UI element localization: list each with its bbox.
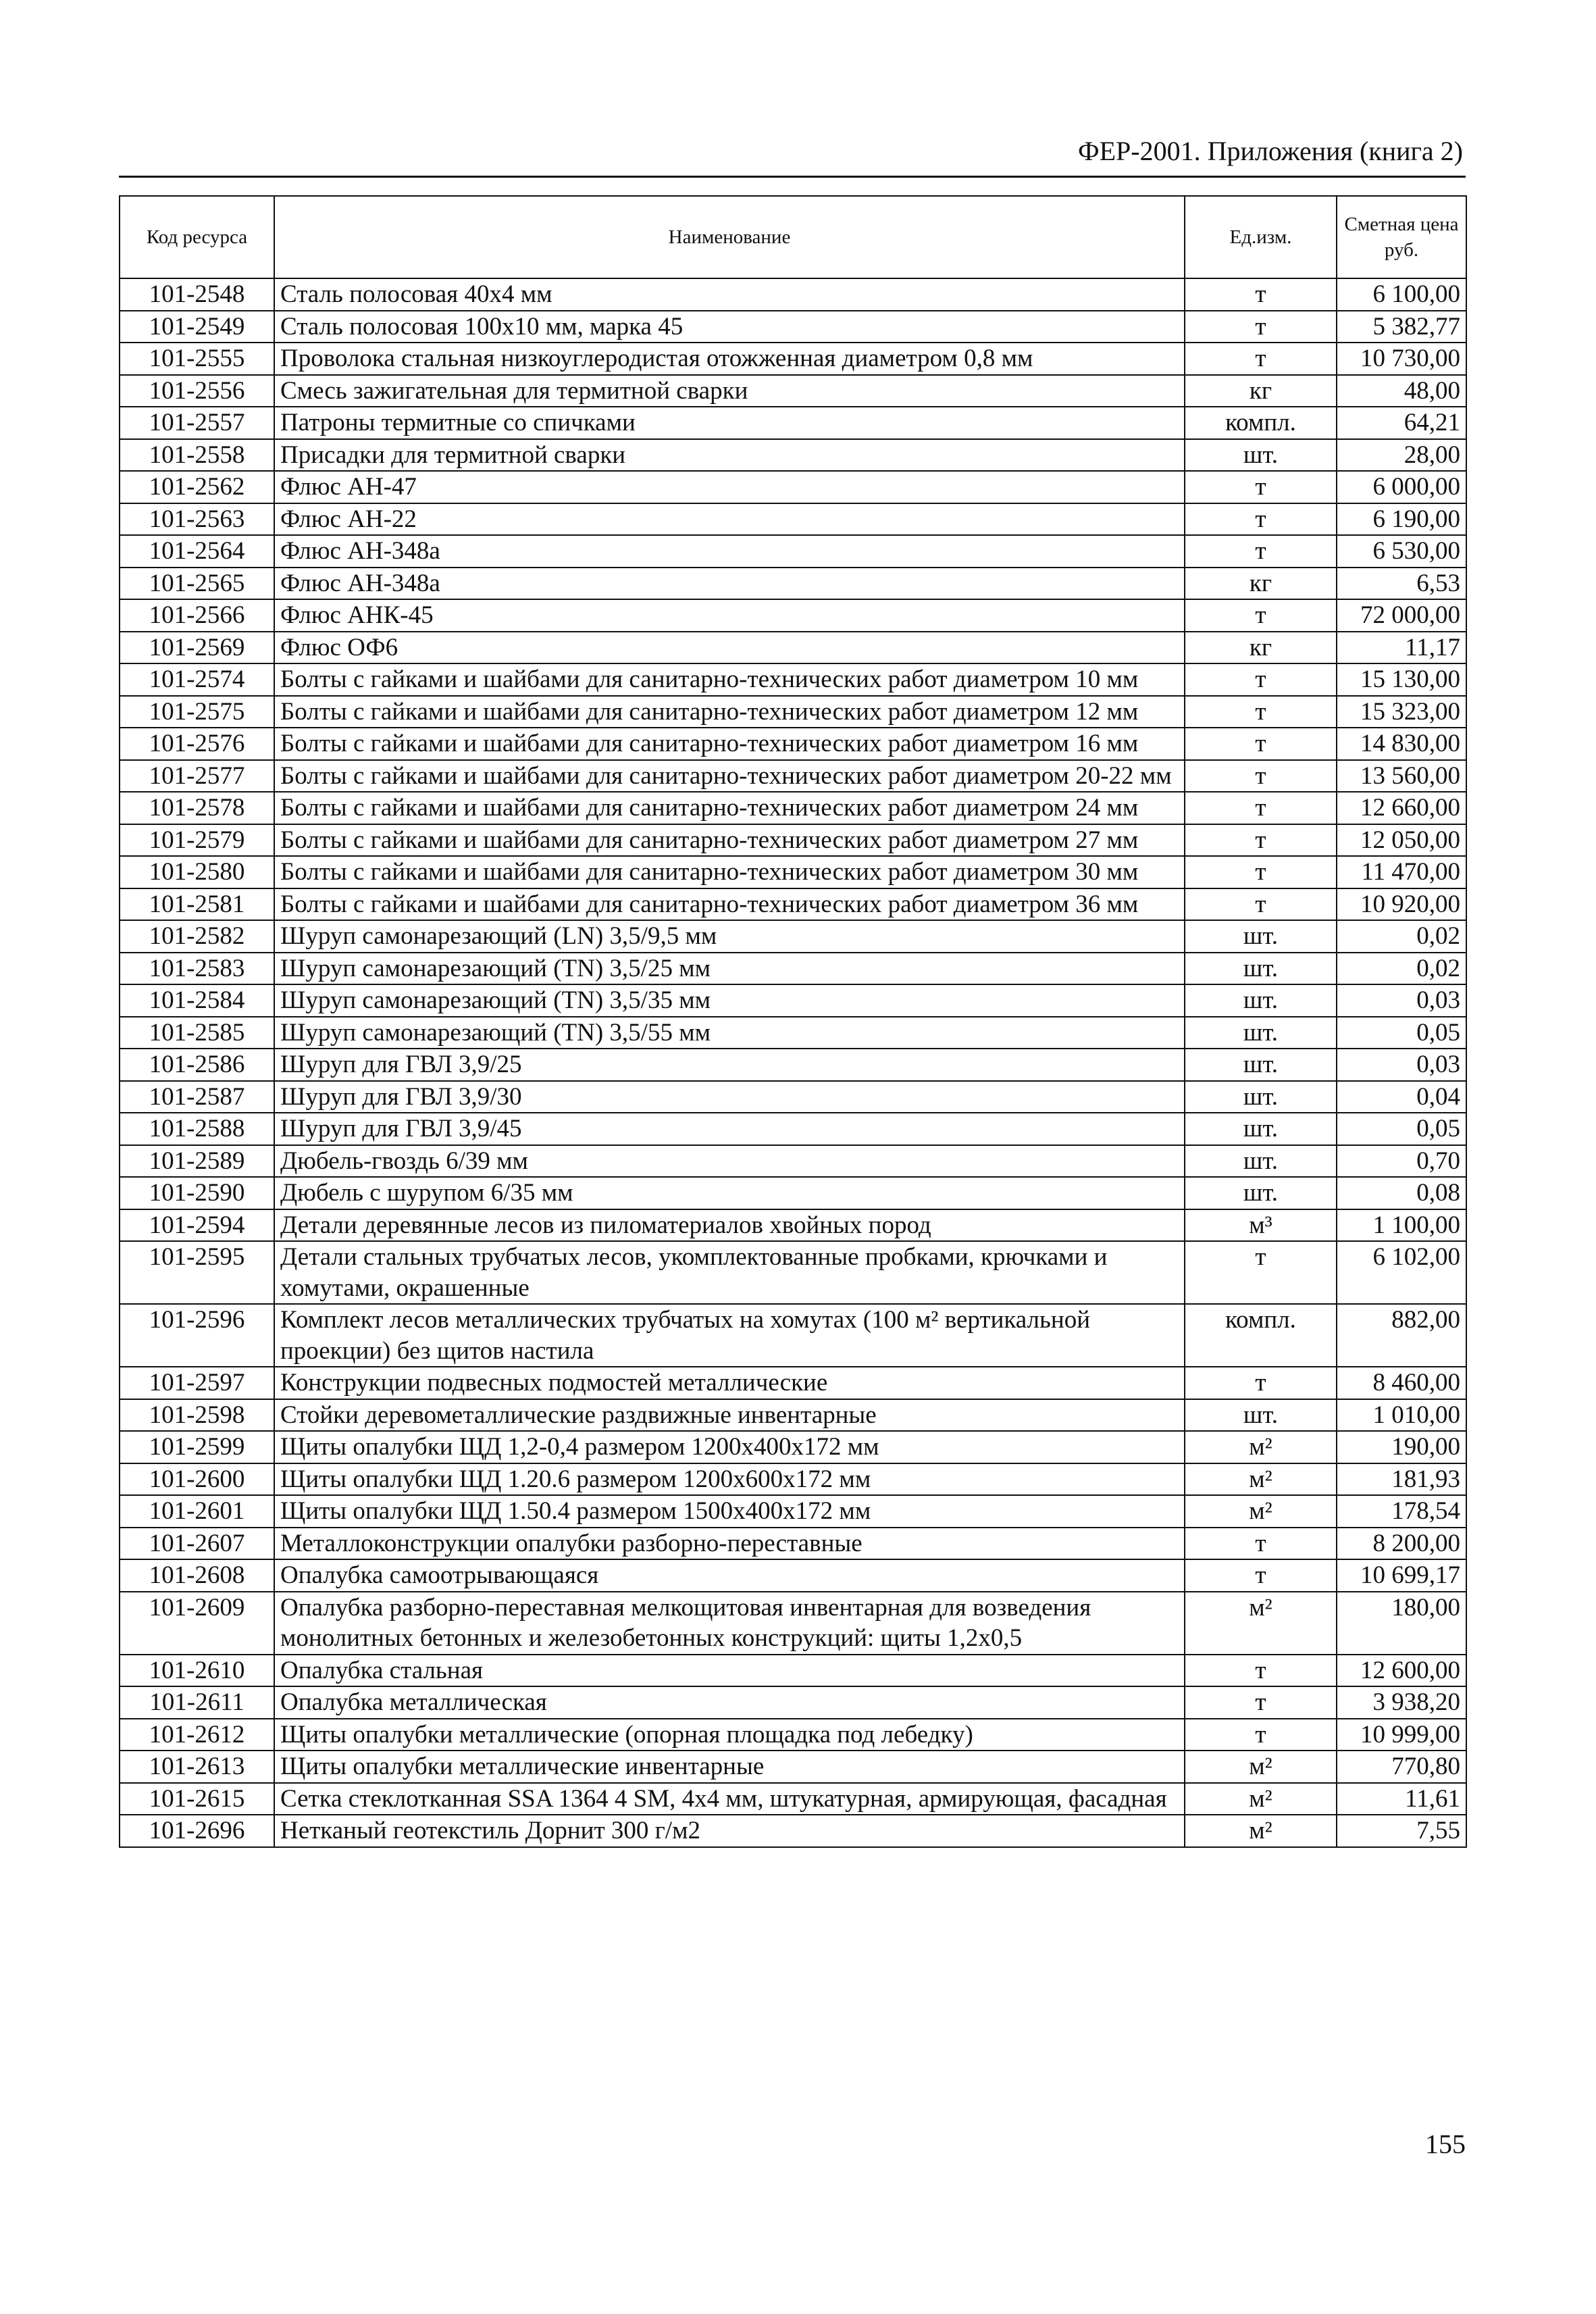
table-row — [120, 792, 1466, 824]
table-row — [120, 343, 1466, 375]
cell-unit: шт. — [1185, 984, 1337, 1017]
cell-price: 0,02 — [1337, 953, 1466, 985]
cell-code: 101-2579 — [120, 824, 274, 857]
cell-name: Шуруп самонарезающий (TN) 3,5/25 мм — [274, 953, 1185, 985]
cell-code: 101-2582 — [120, 920, 274, 953]
cell-unit: т — [1185, 728, 1337, 760]
cell-code: 101-2583 — [120, 953, 274, 985]
cell-price: 6 000,00 — [1337, 471, 1466, 503]
table-row — [120, 1686, 1466, 1719]
cell-code: 101-2557 — [120, 407, 274, 439]
cell-unit: т — [1185, 471, 1337, 503]
table-row — [120, 311, 1466, 343]
cell-unit: м² — [1185, 1592, 1337, 1655]
cell-unit: т — [1185, 1241, 1337, 1304]
cell-unit: шт. — [1185, 920, 1337, 953]
table-row — [120, 920, 1466, 953]
table-row — [120, 728, 1466, 760]
cell-price: 10 730,00 — [1337, 343, 1466, 375]
cell-code: 101-2599 — [120, 1431, 274, 1463]
cell-code: 101-2586 — [120, 1049, 274, 1081]
table-row — [120, 856, 1466, 888]
cell-code: 101-2600 — [120, 1463, 274, 1496]
cell-price: 13 560,00 — [1337, 760, 1466, 793]
cell-unit: т — [1185, 1559, 1337, 1592]
cell-price: 6 100,00 — [1337, 278, 1466, 311]
cell-code: 101-2588 — [120, 1113, 274, 1145]
cell-price: 10 999,00 — [1337, 1719, 1466, 1751]
cell-code: 101-2581 — [120, 888, 274, 921]
cell-code: 101-2580 — [120, 856, 274, 888]
table-row — [120, 1145, 1466, 1178]
cell-unit: компл. — [1185, 407, 1337, 439]
cell-code: 101-2612 — [120, 1719, 274, 1751]
cell-unit: шт. — [1185, 1113, 1337, 1145]
cell-name: Шуруп для ГВЛ 3,9/45 — [274, 1113, 1185, 1145]
cell-code: 101-2563 — [120, 503, 274, 536]
table-row — [120, 407, 1466, 439]
cell-code: 101-2598 — [120, 1399, 274, 1432]
table-row — [120, 471, 1466, 503]
table-row — [120, 375, 1466, 407]
cell-unit: кг — [1185, 375, 1337, 407]
cell-price: 6 530,00 — [1337, 535, 1466, 568]
cell-price: 3 938,20 — [1337, 1686, 1466, 1719]
cell-price: 0,08 — [1337, 1177, 1466, 1209]
cell-name: Болты с гайками и шайбами для санитарно-технических работ диаметром 10 мм — [274, 663, 1185, 696]
cell-name: Детали деревянные лесов из пиломатериалов хвойных пород — [274, 1209, 1185, 1242]
cell-name: Шуруп самонарезающий (TN) 3,5/35 мм — [274, 984, 1185, 1017]
cell-unit: компл. — [1185, 1304, 1337, 1367]
table-row — [120, 278, 1466, 311]
cell-code: 101-2558 — [120, 439, 274, 472]
cell-price: 11,17 — [1337, 632, 1466, 664]
cell-unit: т — [1185, 760, 1337, 793]
cell-name: Флюс АНК-45 — [274, 599, 1185, 632]
cell-price: 1 010,00 — [1337, 1399, 1466, 1432]
cell-price: 5 382,77 — [1337, 311, 1466, 343]
cell-price: 12 050,00 — [1337, 824, 1466, 857]
cell-unit: т — [1185, 535, 1337, 568]
cell-name: Болты с гайками и шайбами для санитарно-технических работ диаметром 27 мм — [274, 824, 1185, 857]
cell-name: Опалубка металлическая — [274, 1686, 1185, 1719]
cell-price: 10 699,17 — [1337, 1559, 1466, 1592]
table-row — [120, 568, 1466, 600]
table-row — [120, 1528, 1466, 1560]
cell-price: 0,70 — [1337, 1145, 1466, 1178]
cell-price: 15 323,00 — [1337, 696, 1466, 728]
cell-code: 101-2569 — [120, 632, 274, 664]
cell-code: 101-2587 — [120, 1081, 274, 1113]
cell-unit: м² — [1185, 1495, 1337, 1528]
cell-price: 181,93 — [1337, 1463, 1466, 1496]
cell-code: 101-2601 — [120, 1495, 274, 1528]
table-row — [120, 1431, 1466, 1463]
cell-code: 101-2564 — [120, 535, 274, 568]
table-row — [120, 760, 1466, 793]
cell-code: 101-2565 — [120, 568, 274, 600]
cell-name: Стойки деревометаллические раздвижные инвентарные — [274, 1399, 1185, 1432]
cell-unit: т — [1185, 1655, 1337, 1687]
table-row — [120, 1592, 1466, 1655]
cell-code: 101-2596 — [120, 1304, 274, 1367]
cell-code: 101-2590 — [120, 1177, 274, 1209]
cell-name: Болты с гайками и шайбами для санитарно-технических работ диаметром 24 мм — [274, 792, 1185, 824]
cell-price: 0,04 — [1337, 1081, 1466, 1113]
column-header-code: Код ресурса — [120, 196, 274, 278]
table-row — [120, 1177, 1466, 1209]
table-row — [120, 1655, 1466, 1687]
cell-unit: шт. — [1185, 1399, 1337, 1432]
table-header-row — [120, 196, 1466, 278]
table-row — [120, 1463, 1466, 1496]
cell-code: 101-2608 — [120, 1559, 274, 1592]
cell-name: Щиты опалубки ЩД 1.20.6 размером 1200х600х172 мм — [274, 1463, 1185, 1496]
cell-price: 48,00 — [1337, 375, 1466, 407]
table-body — [120, 278, 1466, 1847]
cell-unit: шт. — [1185, 1081, 1337, 1113]
table-row — [120, 953, 1466, 985]
cell-name: Болты с гайками и шайбами для санитарно-технических работ диаметром 12 мм — [274, 696, 1185, 728]
cell-name: Флюс ОФ6 — [274, 632, 1185, 664]
cell-price: 12 660,00 — [1337, 792, 1466, 824]
cell-price: 10 920,00 — [1337, 888, 1466, 921]
table-row — [120, 1559, 1466, 1592]
cell-name: Сталь полосовая 100х10 мм, марка 45 — [274, 311, 1185, 343]
cell-code: 101-2595 — [120, 1241, 274, 1304]
table-row — [120, 1495, 1466, 1528]
cell-price: 11,61 — [1337, 1783, 1466, 1815]
table-row — [120, 824, 1466, 857]
cell-code: 101-2574 — [120, 663, 274, 696]
table-row — [120, 1719, 1466, 1751]
cell-name: Детали стальных трубчатых лесов, укомплектованные пробками, крючками и хомутами, окрашенные — [274, 1241, 1185, 1304]
cell-name: Флюс АН-22 — [274, 503, 1185, 536]
cell-unit: т — [1185, 1528, 1337, 1560]
cell-name: Сталь полосовая 40х4 мм — [274, 278, 1185, 311]
cell-price: 12 600,00 — [1337, 1655, 1466, 1687]
table-row — [120, 1783, 1466, 1815]
cell-code: 101-2594 — [120, 1209, 274, 1242]
cell-code: 101-2597 — [120, 1367, 274, 1399]
cell-unit: м² — [1185, 1463, 1337, 1496]
cell-name: Щиты опалубки ЩД 1.50.4 размером 1500х400х172 мм — [274, 1495, 1185, 1528]
cell-unit: т — [1185, 663, 1337, 696]
cell-unit: кг — [1185, 632, 1337, 664]
cell-code: 101-2585 — [120, 1017, 274, 1049]
cell-code: 101-2696 — [120, 1815, 274, 1847]
cell-unit: кг — [1185, 568, 1337, 600]
cell-name: Болты с гайками и шайбами для санитарно-технических работ диаметром 36 мм — [274, 888, 1185, 921]
cell-code: 101-2609 — [120, 1592, 274, 1655]
cell-unit: т — [1185, 503, 1337, 536]
cell-name: Проволока стальная низкоуглеродистая отожженная диаметром 0,8 мм — [274, 343, 1185, 375]
cell-name: Нетканый геотекстиль Дорнит 300 г/м2 — [274, 1815, 1185, 1847]
cell-code: 101-2589 — [120, 1145, 274, 1178]
cell-code: 101-2566 — [120, 599, 274, 632]
cell-price: 8 460,00 — [1337, 1367, 1466, 1399]
cell-unit: шт. — [1185, 1017, 1337, 1049]
table-row — [120, 1751, 1466, 1783]
cell-name: Флюс АН-348а — [274, 568, 1185, 600]
cell-code: 101-2613 — [120, 1751, 274, 1783]
page-number: 155 — [1425, 2129, 1466, 2159]
cell-unit: шт. — [1185, 1177, 1337, 1209]
cell-name: Металлоконструкции опалубки разборно-переставные — [274, 1528, 1185, 1560]
cell-code: 101-2555 — [120, 343, 274, 375]
cell-price: 0,05 — [1337, 1017, 1466, 1049]
cell-unit: т — [1185, 792, 1337, 824]
resource-price-table — [119, 195, 1467, 1848]
cell-price: 0,03 — [1337, 1049, 1466, 1081]
cell-code: 101-2615 — [120, 1783, 274, 1815]
cell-name: Сетка стеклотканная SSA 1364 4 SM, 4х4 мм, штукатурная, армирующая, фасадная — [274, 1783, 1185, 1815]
cell-code: 101-2610 — [120, 1655, 274, 1687]
cell-code: 101-2575 — [120, 696, 274, 728]
cell-price: 72 000,00 — [1337, 599, 1466, 632]
cell-name: Щиты опалубки ЩД 1,2-0,4 размером 1200х400х172 мм — [274, 1431, 1185, 1463]
cell-code: 101-2576 — [120, 728, 274, 760]
cell-code: 101-2562 — [120, 471, 274, 503]
cell-name: Опалубка разборно-переставная мелкощитовая инвентарная для возведения монолитных бетонных и железобетонных конструкций: щиты 1,2х0,5 — [274, 1592, 1185, 1655]
table-row — [120, 1049, 1466, 1081]
table-row — [120, 632, 1466, 664]
table-row — [120, 888, 1466, 921]
table-row — [120, 503, 1466, 536]
header-rule — [119, 176, 1466, 178]
cell-price: 15 130,00 — [1337, 663, 1466, 696]
cell-price: 1 100,00 — [1337, 1209, 1466, 1242]
cell-code: 101-2584 — [120, 984, 274, 1017]
cell-name: Дюбель с шурупом 6/35 мм — [274, 1177, 1185, 1209]
cell-price: 190,00 — [1337, 1431, 1466, 1463]
cell-code: 101-2611 — [120, 1686, 274, 1719]
cell-name: Конструкции подвесных подмостей металлические — [274, 1367, 1185, 1399]
cell-unit: м² — [1185, 1751, 1337, 1783]
table-row — [120, 1081, 1466, 1113]
cell-code: 101-2549 — [120, 311, 274, 343]
cell-unit: т — [1185, 311, 1337, 343]
cell-unit: шт. — [1185, 1145, 1337, 1178]
cell-unit: т — [1185, 696, 1337, 728]
column-header-name: Наименование — [274, 196, 1185, 278]
column-header-price: Сметная цена руб. — [1337, 196, 1466, 278]
table-row — [120, 439, 1466, 472]
cell-price: 178,54 — [1337, 1495, 1466, 1528]
cell-name: Опалубка стальная — [274, 1655, 1185, 1687]
cell-price: 8 200,00 — [1337, 1528, 1466, 1560]
cell-unit: м² — [1185, 1815, 1337, 1847]
cell-price: 6,53 — [1337, 568, 1466, 600]
cell-name: Шуруп самонарезающий (TN) 3,5/55 мм — [274, 1017, 1185, 1049]
table-row — [120, 696, 1466, 728]
table-row — [120, 1209, 1466, 1242]
cell-price: 0,03 — [1337, 984, 1466, 1017]
cell-name: Дюбель-гвоздь 6/39 мм — [274, 1145, 1185, 1178]
cell-unit: т — [1185, 824, 1337, 857]
cell-unit: т — [1185, 888, 1337, 921]
cell-name: Опалубка самоотрывающаяся — [274, 1559, 1185, 1592]
cell-price: 11 470,00 — [1337, 856, 1466, 888]
cell-unit: м² — [1185, 1431, 1337, 1463]
table-row — [120, 663, 1466, 696]
table-row — [120, 535, 1466, 568]
cell-unit: т — [1185, 343, 1337, 375]
cell-price: 0,02 — [1337, 920, 1466, 953]
table-row — [120, 984, 1466, 1017]
cell-name: Смесь зажигательная для термитной сварки — [274, 375, 1185, 407]
cell-unit: шт. — [1185, 953, 1337, 985]
cell-unit: т — [1185, 1686, 1337, 1719]
cell-code: 101-2607 — [120, 1528, 274, 1560]
table-row — [120, 1017, 1466, 1049]
cell-unit: шт. — [1185, 1049, 1337, 1081]
cell-unit: м³ — [1185, 1209, 1337, 1242]
cell-name: Флюс АН-348а — [274, 535, 1185, 568]
cell-unit: м² — [1185, 1783, 1337, 1815]
cell-name: Присадки для термитной сварки — [274, 439, 1185, 472]
cell-name: Болты с гайками и шайбами для санитарно-технических работ диаметром 20-22 мм — [274, 760, 1185, 793]
cell-price: 882,00 — [1337, 1304, 1466, 1367]
cell-name: Щиты опалубки металлические инвентарные — [274, 1751, 1185, 1783]
table-row — [120, 1241, 1466, 1304]
cell-price: 770,80 — [1337, 1751, 1466, 1783]
cell-price: 6 102,00 — [1337, 1241, 1466, 1304]
cell-price: 14 830,00 — [1337, 728, 1466, 760]
cell-price: 64,21 — [1337, 407, 1466, 439]
running-header: ФЕР-2001. Приложения (книга 2) — [1078, 136, 1463, 166]
cell-price: 0,05 — [1337, 1113, 1466, 1145]
cell-unit: т — [1185, 856, 1337, 888]
cell-unit: т — [1185, 1719, 1337, 1751]
column-header-unit: Ед.изм. — [1185, 196, 1337, 278]
cell-unit: шт. — [1185, 439, 1337, 472]
cell-code: 101-2556 — [120, 375, 274, 407]
cell-price: 180,00 — [1337, 1592, 1466, 1655]
cell-name: Болты с гайками и шайбами для санитарно-технических работ диаметром 30 мм — [274, 856, 1185, 888]
table-row — [120, 1113, 1466, 1145]
table-row — [120, 599, 1466, 632]
cell-name: Комплект лесов металлических трубчатых на хомутах (100 м² вертикальной проекции) без щитов настила — [274, 1304, 1185, 1367]
cell-price: 7,55 — [1337, 1815, 1466, 1847]
cell-unit: т — [1185, 1367, 1337, 1399]
table-row — [120, 1815, 1466, 1847]
cell-unit: т — [1185, 599, 1337, 632]
cell-code: 101-2548 — [120, 278, 274, 311]
cell-name: Флюс АН-47 — [274, 471, 1185, 503]
table-row — [120, 1367, 1466, 1399]
cell-price: 28,00 — [1337, 439, 1466, 472]
cell-name: Шуруп для ГВЛ 3,9/30 — [274, 1081, 1185, 1113]
cell-name: Болты с гайками и шайбами для санитарно-технических работ диаметром 16 мм — [274, 728, 1185, 760]
cell-code: 101-2578 — [120, 792, 274, 824]
table-row — [120, 1304, 1466, 1367]
cell-name: Шуруп для ГВЛ 3,9/25 — [274, 1049, 1185, 1081]
cell-name: Патроны термитные со спичками — [274, 407, 1185, 439]
cell-unit: т — [1185, 278, 1337, 311]
table-row — [120, 1399, 1466, 1432]
cell-name: Щиты опалубки металлические (опорная площадка под лебедку) — [274, 1719, 1185, 1751]
cell-code: 101-2577 — [120, 760, 274, 793]
cell-name: Шуруп самонарезающий (LN) 3,5/9,5 мм — [274, 920, 1185, 953]
cell-price: 6 190,00 — [1337, 503, 1466, 536]
